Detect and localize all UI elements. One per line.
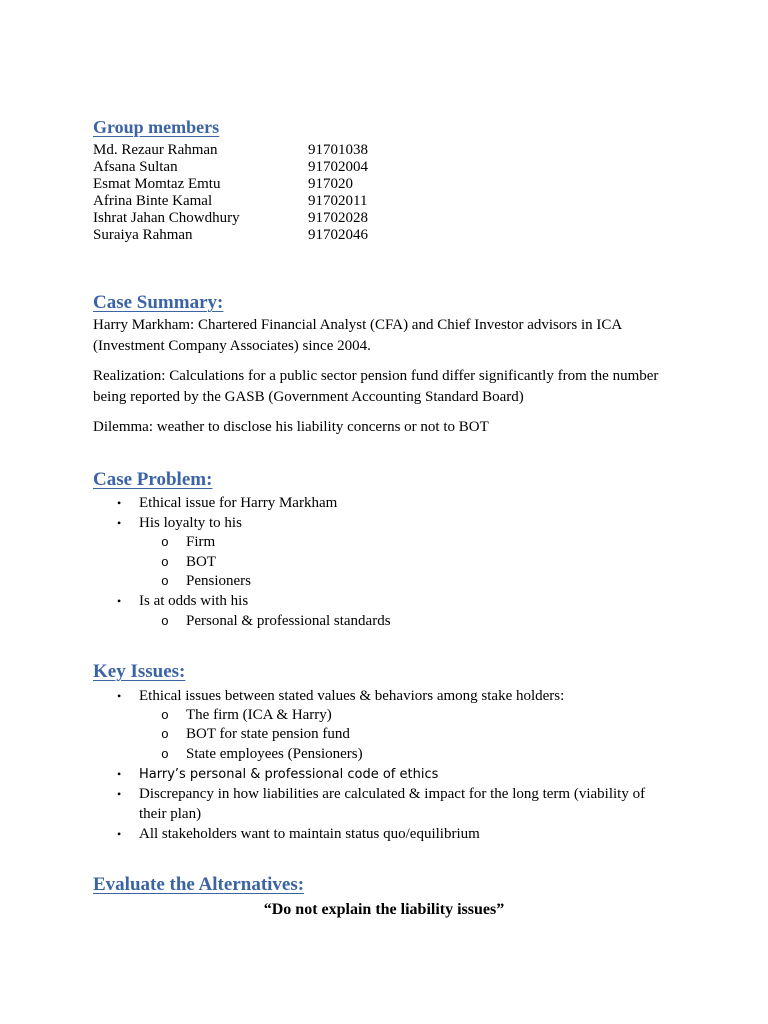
list-item-text: Is at odds with his [139,593,249,609]
key-issues-heading: Key Issues: [93,661,186,682]
member-row [93,210,368,227]
group-members-heading: Group members [93,117,220,137]
list-item [117,493,338,513]
sub-list-item-text: Firm [186,534,216,550]
sub-list-item [161,611,391,631]
alternative-quote: “Do not explain the liability issues” [263,901,505,918]
sub-list-item-text: Pensioners [186,573,251,589]
member-row [93,159,368,176]
bullet-icon: • [117,689,122,703]
sub-list-item-text: BOT [186,554,216,570]
member-name: Esmat Momtaz Emtu [93,176,221,192]
circle-bullet-icon: o [161,535,169,550]
bullet-icon: • [117,516,122,530]
circle-bullet-icon: o [161,614,169,629]
member-id: 91702004 [308,159,368,175]
evaluate-alternatives-heading: Evaluate the Alternatives: [93,874,305,895]
member-id: 917020 [308,176,353,192]
summary-paragraph: Realization: Calculations for a public sector pension fund differ significantly from the number being reported by the GASB (Government Accounting Standard Board) [93,368,659,405]
bullet-icon: • [117,594,122,608]
sub-list-item-text: State employees (Pensioners) [186,746,363,762]
sub-list-item-text: The firm (ICA & Harry) [186,707,332,723]
bullet-icon: • [117,827,122,841]
member-name: Md. Rezaur Rahman [93,142,218,158]
case-problem-heading: Case Problem: [93,469,213,490]
member-id: 91702028 [308,210,368,226]
member-row [93,176,353,193]
member-row [93,142,368,159]
sub-list-item [161,552,216,572]
list-item-text: Harry’s personal & professional code of ethics [139,767,439,782]
member-id: 91702011 [308,193,368,209]
circle-bullet-icon: o [161,555,169,570]
member-name: Suraiya Rahman [93,227,193,243]
list-item-continuation [139,804,201,824]
list-item-text: Ethical issue for Harry Markham [139,495,338,511]
circle-bullet-icon: o [161,574,169,589]
list-item-text: Ethical issues between stated values & behaviors among stake holders: [139,688,565,704]
bullet-icon: • [117,496,122,510]
list-item-text: their plan) [139,806,202,822]
list-item [117,764,439,785]
sub-list-item [161,724,350,744]
bullet-icon: • [117,787,122,801]
sub-list-item [161,571,251,591]
list-item [117,824,480,844]
list-item [117,513,242,533]
member-id: 91701038 [308,142,368,158]
list-item [117,591,249,611]
member-id: 91702046 [308,227,368,243]
sub-list-item [161,705,332,725]
summary-paragraph: Harry Markham: Chartered Financial Analyst (CFA) and Chief Investor advisors in ICA (Investment Company Associates) since 2004. [93,317,622,354]
sub-list-item [161,532,216,552]
sub-list-item-text: Personal & professional standards [186,613,391,629]
sub-list-item [161,744,363,764]
member-name: Ishrat Jahan Chowdhury [93,210,240,226]
list-item-text: His loyalty to his [139,515,242,531]
circle-bullet-icon: o [161,708,169,723]
member-row [93,193,368,210]
summary-paragraph: Dilemma: weather to disclose his liability concerns or not to BOT [93,419,489,435]
list-item-text: Discrepancy in how liabilities are calculated & impact for the long term (viability of [139,786,646,802]
list-item-text: All stakeholders want to maintain status quo/equilibrium [139,826,480,842]
list-item [117,686,565,706]
bullet-icon: • [117,767,122,781]
member-name: Afsana Sultan [93,159,178,175]
circle-bullet-icon: o [161,747,169,762]
circle-bullet-icon: o [161,727,169,742]
list-item [117,784,646,804]
sub-list-item-text: BOT for state pension fund [186,726,350,742]
member-name: Afrina Binte Kamal [93,193,213,209]
case-summary-heading: Case Summary: [93,292,224,313]
member-row [93,227,368,244]
